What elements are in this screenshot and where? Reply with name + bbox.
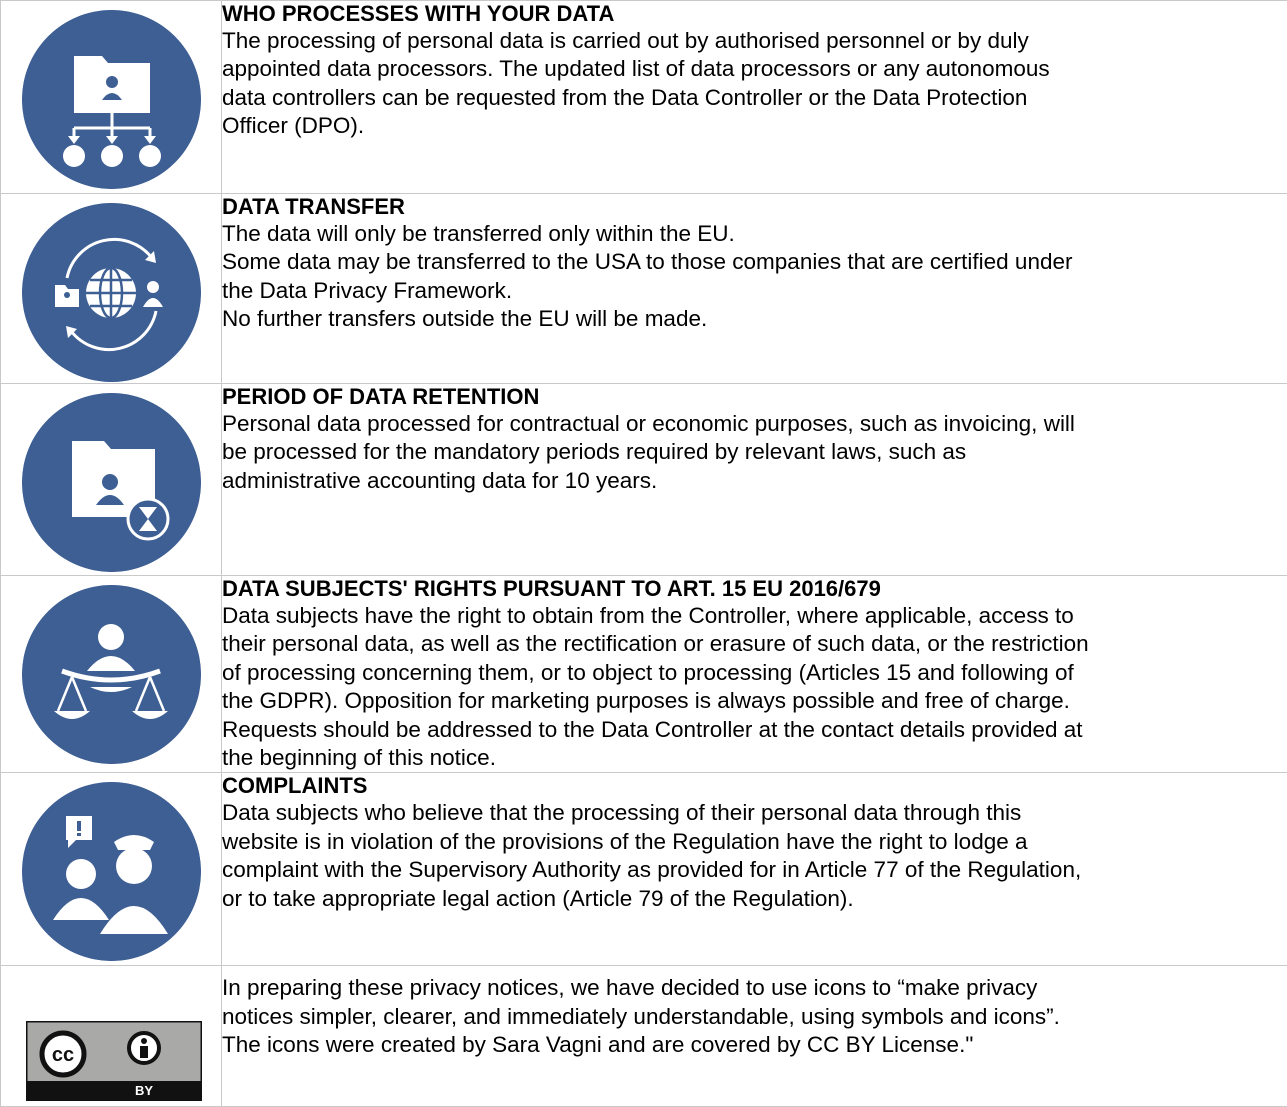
section-line: be processed for the mandatory periods required by relevant laws, such as: [222, 438, 1287, 466]
folder-person-hierarchy-icon: [22, 10, 201, 189]
section-line: Data subjects have the right to obtain from the Controller, where applicable, access to: [222, 602, 1287, 630]
section-row-complaints: [1, 773, 1287, 966]
section-line: website is in violation of the provisions of the Regulation have the right to lodge a: [222, 828, 1287, 856]
section-row-retention: [1, 384, 1287, 576]
section-line: Requests should be addressed to the Data Controller at the contact details provided at: [222, 716, 1287, 744]
section-row-rights: [1, 576, 1287, 773]
section-heading: DATA SUBJECTS' RIGHTS PURSUANT TO ART. 15 EU 2016/679: [222, 576, 1287, 602]
section-heading: PERIOD OF DATA RETENTION: [222, 384, 1287, 410]
section-line: data controllers can be requested from the Data Controller or the Data Protection: [222, 84, 1287, 112]
complaint-officer-icon: [22, 782, 201, 961]
globe-transfer-icon: [22, 203, 201, 382]
section-text: [222, 1, 1287, 194]
section-line: their personal data, as well as the rectification or erasure of such data, or the restriction: [222, 630, 1287, 658]
section-heading: WHO PROCESSES WITH YOUR DATA: [222, 1, 1287, 27]
section-line: Data subjects who believe that the processing of their personal data through this: [222, 799, 1287, 827]
section-line: appointed data processors. The updated list of data processors or any autonomous: [222, 55, 1287, 83]
license-line: notices simpler, clearer, and immediately understandable, using symbols and icons”.: [222, 1003, 1287, 1031]
license-line: The icons were created by Sara Vagni and are covered by CC BY License.": [222, 1031, 1287, 1059]
section-line: No further transfers outside the EU will be made.: [222, 305, 1287, 333]
section-text: [222, 384, 1287, 576]
section-line: complaint with the Supervisory Authority as provided for in Article 77 of the Regulation,: [222, 856, 1287, 884]
section-line: Personal data processed for contractual or economic purposes, such as invoicing, will: [222, 410, 1287, 438]
section-line: The data will only be transferred only within the EU.: [222, 220, 1287, 248]
license-line: In preparing these privacy notices, we have decided to use icons to “make privacy: [222, 974, 1287, 1002]
person-scales-icon: [22, 585, 201, 764]
section-heading: DATA TRANSFER: [222, 194, 1287, 220]
section-text: [222, 773, 1287, 966]
section-line: or to take appropriate legal action (Article 79 of the Regulation).: [222, 885, 1287, 913]
section-line: the GDPR). Opposition for marketing purposes is always possible and free of charge.: [222, 687, 1287, 715]
section-text: [222, 576, 1287, 773]
section-line: Some data may be transferred to the USA to those companies that are certified under: [222, 248, 1287, 276]
section-row-processors: [1, 1, 1287, 194]
section-line: the Data Privacy Framework.: [222, 277, 1287, 305]
section-line: The processing of personal data is carried out by authorised personnel or by duly: [222, 27, 1287, 55]
section-text: [222, 194, 1287, 384]
section-line: of processing concerning them, or to object to processing (Articles 15 and following of: [222, 659, 1287, 687]
section-line: administrative accounting data for 10 years.: [222, 467, 1287, 495]
folder-hourglass-icon: [22, 393, 201, 572]
cc-by-license-badge-icon: [26, 1021, 202, 1101]
section-line: the beginning of this notice.: [222, 744, 1287, 772]
license-text: [222, 966, 1287, 1107]
by-text: BY: [135, 1083, 153, 1098]
license-row: [1, 966, 1287, 1107]
section-line: Officer (DPO).: [222, 112, 1287, 140]
section-row-transfer: [1, 194, 1287, 384]
section-heading: COMPLAINTS: [222, 773, 1287, 799]
cc-text: cc: [52, 1044, 74, 1066]
